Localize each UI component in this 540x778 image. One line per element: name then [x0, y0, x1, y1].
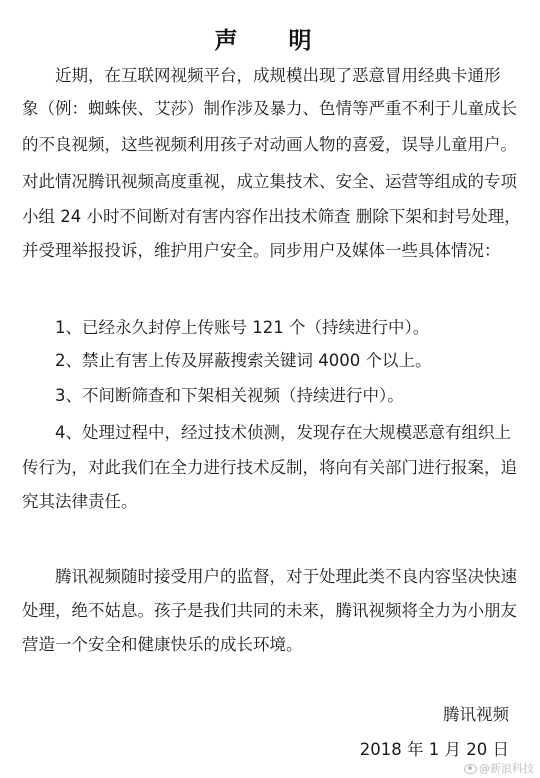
weibo-eye-icon [464, 764, 477, 774]
list-item-4-line-1: 4、处理过程中，经过技术侦测，发现存在大规模恶意有组织上 [22, 423, 511, 442]
intro-line-6: 并受理举报投诉，维护用户安全。同步用户及媒体一些具体情况： [22, 241, 501, 260]
list-item-2: 2、禁止有害上传及屏蔽搜索关键词 4000 个以上。 [22, 351, 432, 370]
document-date: 2018 年 1 月 20 日 [359, 740, 509, 759]
intro-line-1: 近期，在互联网视频平台，成规模出现了恶意冒用经典卡通形 [22, 66, 501, 85]
closing-line-1: 腾讯视频随时接受用户的监督，对于处理此类不良内容坚决快速 [22, 567, 517, 586]
closing-line-3: 营造一个安全和健康快乐的成长环境。 [22, 635, 303, 654]
list-item-1: 1、已经永久封停上传账号 121 个（持续进行中）。 [22, 318, 430, 337]
intro-line-5: 小组 24 小时不间断对有害内容作出技术筛查 删除下架和封号处理， [22, 207, 521, 226]
closing-line-2: 处理，绝不姑息。孩子是我们共同的未来，腾讯视频将全力为小朋友 [22, 601, 517, 620]
list-item-4-line-2: 传行为，对此我们在全力进行技术反制，将向有关部门进行报案，追 [22, 458, 517, 477]
intro-line-3: 的不良视频，这些视频利用孩子对动画人物的喜爱，误导儿童用户。 [22, 135, 517, 154]
watermark-text: @新浪科技 [479, 762, 534, 775]
list-item-4-line-3: 究其法律责任。 [22, 492, 138, 511]
signature: 腾讯视频 [443, 705, 509, 724]
document-title: 声 明 [214, 28, 326, 54]
watermark [464, 760, 534, 776]
intro-line-2: 象（例：蜘蛛侠、艾莎）制作涉及暴力、色情等严重不利于儿童成长 [22, 99, 517, 118]
list-item-3: 3、不间断筛查和下架相关视频（持续进行中）。 [22, 386, 404, 405]
intro-line-4: 对此情况腾讯视频高度重视，成立集技术、安全、运营等组成的专项 [22, 172, 517, 191]
